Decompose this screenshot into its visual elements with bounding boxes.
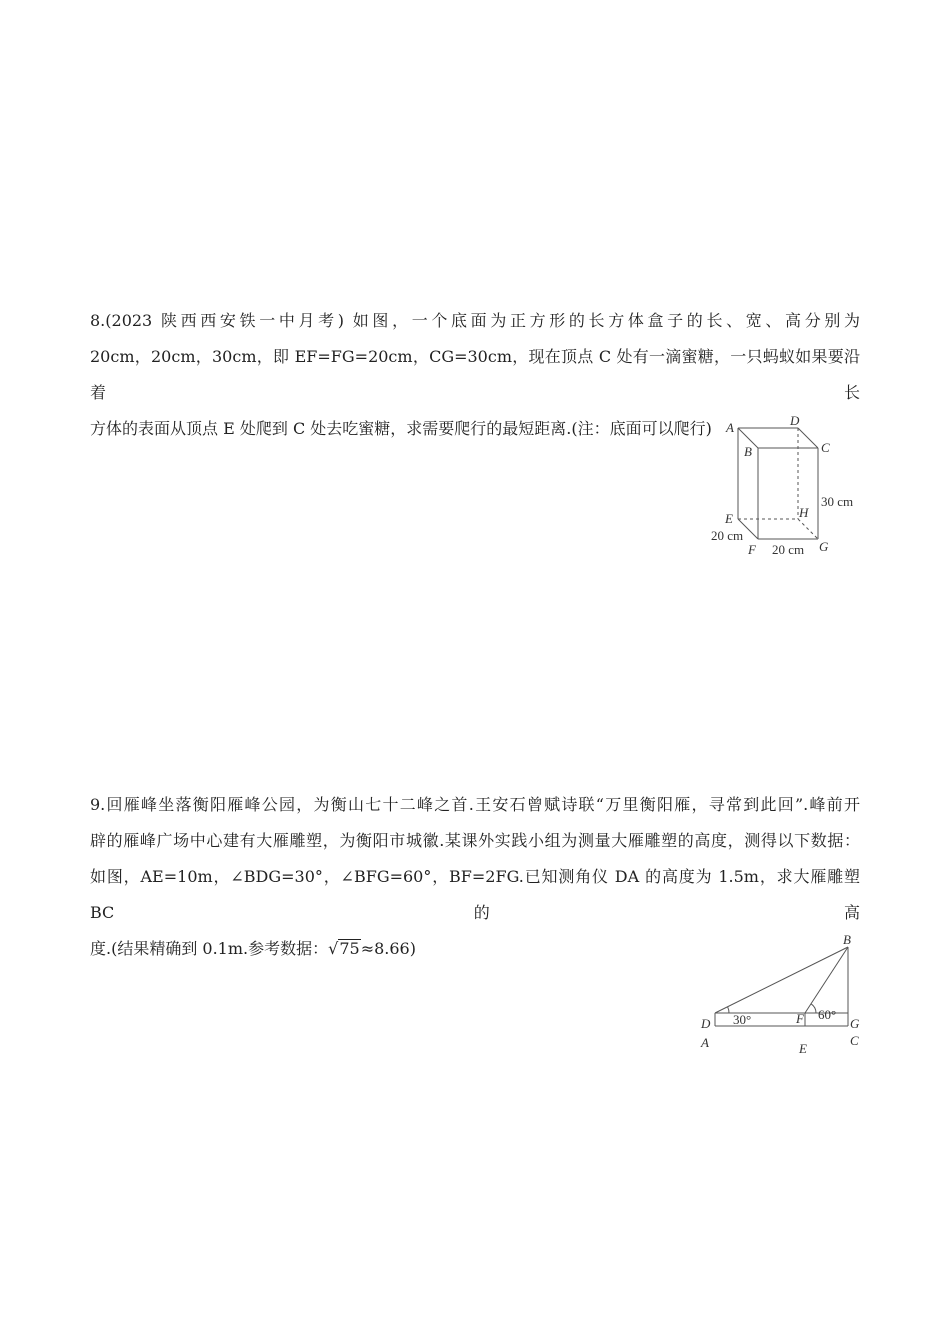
fg-length-label: 20 cm [772,542,805,557]
edge-hg-hidden [798,519,818,539]
vertex-label-e: E [799,1041,807,1056]
height-label: 30 cm [821,494,854,509]
sqrt-radicand: 75 [339,939,360,958]
ef-length-label: 20 cm [711,528,744,543]
edge-dc [798,428,818,448]
vertex-label-d: D [701,1016,711,1031]
vertex-label-f: F [796,1011,804,1026]
problem-9-line-2: 辟的雁峰广场中心建有大雁雕塑，为衡阳市城徽.某课外实践小组为测量大雁雕塑的高度，测得以下数据： [90,831,860,850]
vertex-label-h: H [799,505,809,520]
vertex-label-c: C [821,440,830,455]
vertex-label-d: D [790,413,800,428]
angle-arc-d [728,1007,729,1013]
vertex-label-b: B [744,444,752,459]
problem-8-line-1: 8.(2023 陕西西安铁一中月考) 如图，一个底面为正方形的长方体盒子的长、宽、高分别为 [90,311,860,330]
problem-8-line-3: 方体的表面从顶点 E 处爬到 C 处去吃蜜糖，求需要爬行的最短距离.(注：底面可以爬行) [90,419,712,438]
sight-line-fb [805,947,848,1013]
vertex-label-c: C [850,1033,859,1048]
angle-label-30: 30° [733,1012,752,1027]
vertex-label-g: G [850,1016,860,1031]
line-4-prefix: 度.(结果精确到 0.1m.参考数据： [90,939,329,958]
vertex-label-a: A [726,420,734,435]
sqrt-sign: √ [328,939,339,958]
vertex-label-g: G [819,539,829,554]
problem-8-line-2: 20cm，20cm，30cm，即 EF=FG=20cm，CG=30cm，现在顶点 C 处有一滴蜜糖，一只蚂蚁如果要沿着长 [90,347,860,402]
sculpture-figure [695,928,875,1058]
vertex-label-b: B [843,932,851,947]
line-4-suffix: ≈8.66) [360,939,416,958]
sqrt-expression [328,931,361,967]
sight-line-db [715,947,848,1013]
vertex-label-a: A [701,1035,709,1050]
angle-arc-f [811,1004,816,1013]
cuboid-figure [700,410,880,570]
problem-9-line-3: 如图，AE=10m，∠BDG=30°，∠BFG=60°，BF=2FG.已知测角仪 DA 的高度为 1.5m，求大雁雕塑 BC 的高 [90,867,860,922]
angle-label-60: 60° [818,1007,837,1022]
vertex-label-f: F [748,542,756,557]
problem-9-line-1: 9.回雁峰坐落衡阳雁峰公园，为衡山七十二峰之首.王安石曾赋诗联“万里衡阳雁，寻常到此回”.峰前开 [90,795,860,814]
vertex-label-e: E [725,511,733,526]
